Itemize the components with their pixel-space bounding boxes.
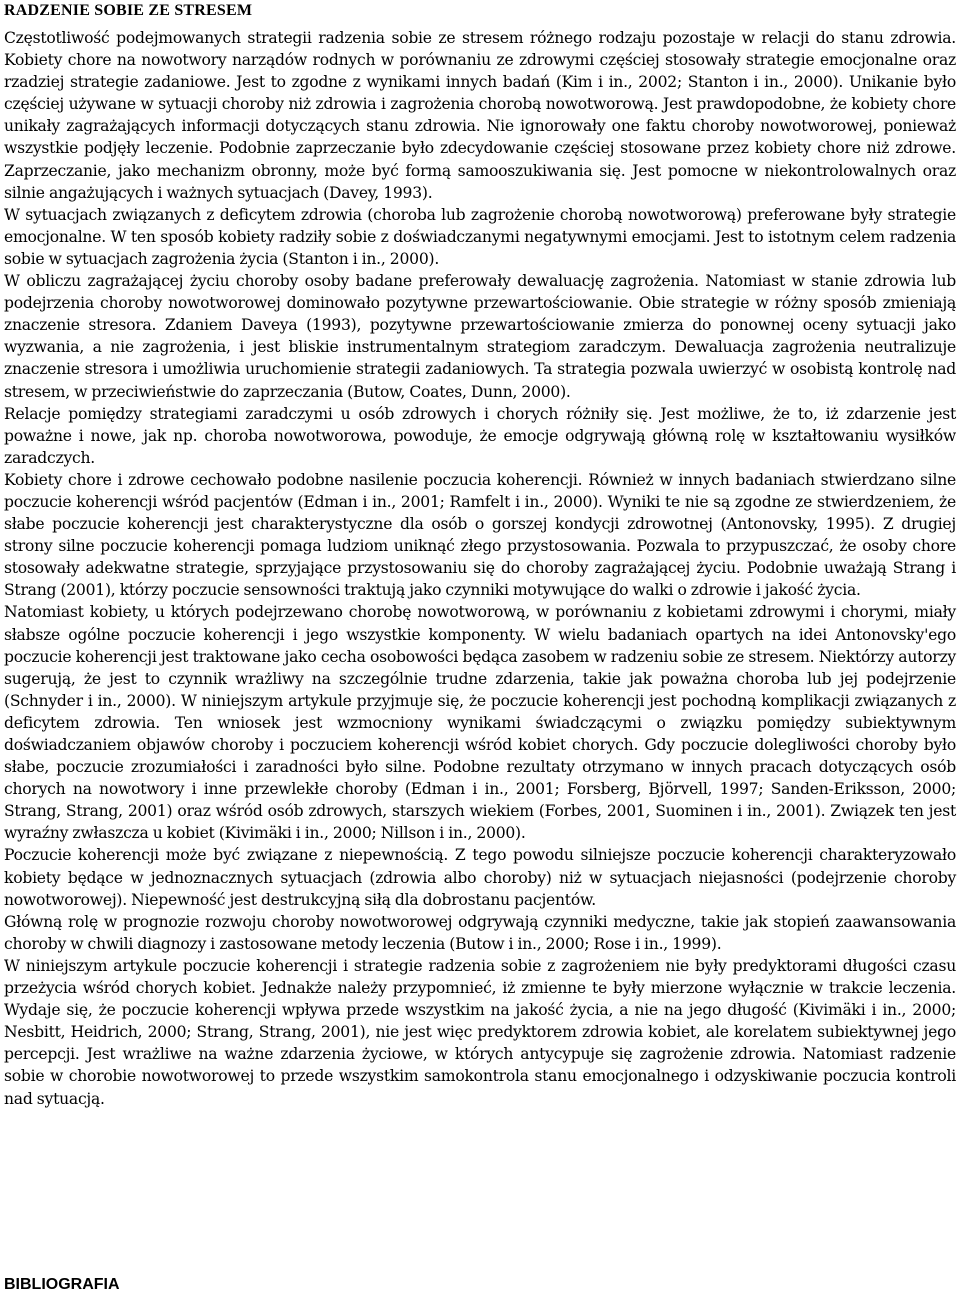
document-page bbox=[4, 0, 956, 1110]
section-title: RADZENIE SOBIE ZE STRESEM bbox=[4, 2, 253, 19]
paragraph: W obliczu zagrażającej życiu choroby osoby badane preferowały dewaluację zagrożenia. Natomiast w stanie zdrowia lub podejrzenia choroby nowotworowej dominowało pozytywne przewartościowanie. Obie strategie w różny sposób zmieniają znaczenie stresora. Zdaniem Daveya (1993), pozytywne przewartościowanie zmierza do ponownej oceny sytuacji jako wyzwania, a nie zagrożenia, i jest bliskie instrumentalnym strategiom zaradczym. Dewaluacja zagrożenia neutralizuje znaczenie stresora i umożliwia uruchomienie strategii zadaniowych. Ta strategia pozwala uwierzyć w osobistą kontrolę nad stresem, w przeciwieństwie do zaprzeczania (Butow, Coates, Dunn, 2000). bbox=[4, 272, 956, 401]
paragraph: Relacje pomiędzy strategiami zaradczymi u osób zdrowych i chorych różniły się. Jest możliwe, że to, iż zdarzenie jest poważne i nowe, jak np. choroba nowotworowa, powoduje, że emocje odgrywają główną rolę w kształtowaniu wysiłków zaradczych. bbox=[4, 404, 956, 467]
paragraph: W niniejszym artykule poczucie koherencji i strategie radzenia sobie z zagrożeniem nie były predyktorami długości czasu przeżycia wśród chorych kobiet. Jednakże należy przypomnieć, iż zmienne te były mierzone wyłącznie w trakcie leczenia. Wydaje się, że poczucie koherencji wpływa przede wszystkim na jakość życia, a nie na jego długość (Kivimäki i in., 2000; Nesbitt, Heidrich, 2000; Strang, Strang, 2001), nie jest więc predyktorem zdrowia kobiet, ale korelatem subiektywnej jego percepcji. Jest wrażliwe na ważne zdarzenia życiowe, w których antycypuje się zagrożenie zdrowia. Natomiast radzenie sobie w chorobie nowotworowej to przede wszystkim samokontrola stanu emocjonalnego i odzyskiwanie poczucia kontroli nad sytuacją. bbox=[4, 956, 956, 1108]
paragraph: Natomiast kobiety, u których podejrzewano chorobę nowotworową, w porównaniu z kobietami zdrowymi i chorymi, miały słabsze ogólne poczucie koherencji i jego wszystkie komponenty. W wielu badaniach opartych na idei Antonovsky'ego poczucie koherencji jest traktowane jako cecha osobowości będąca zasobem w radzeniu sobie ze stresem. Niektórzy autorzy sugerują, że jest to czynnik wrażliwy na szczególnie trudne zdarzenia, takie jak poważna choroba lub jej podejrzenie (Schnyder i in., 2000). W niniejszym artykule przyjmuje się, że poczucie koherencji jest pochodną komplikacji związanych z deficytem zdrowia. Ten wniosek jest wzmocniony wynikami świadczącymi o związku pomiędzy subiektywnym doświadczaniem objawów choroby i poczuciem koherencji wśród kobiet chorych. Gdy poczucie dolegliwości choroby było słabe, poczucie zrozumiałości i zaradności było silne. Podobne rezultaty otrzymano w innych pracach dotyczących osób chorych na nowotwory i inne przewlekłe choroby (Edman i in., 2001; Forsberg, Björvell, 1997; Sanden-Eriksson, 2000; Strang, Strang, 2001) oraz wśród osób zdrowych, starszych wiekiem (Forbes, 2001, Suominen i in., 2001). Związek ten jest wyraźny zwłaszcza u kobiet (Kivimäki i in., 2000; Nillson i in., 2000). bbox=[4, 603, 956, 843]
paragraph: Kobiety chore i zdrowe cechowało podobne nasilenie poczucia koherencji. Również w innych badaniach stwierdzano silne poczucie koherencji wśród pacjentów (Edman i in., 2001; Ramfelt i in., 2000). Wyniki te nie są zgodne ze stwierdzeniem, że słabe poczucie koherencji jest charakterystyczne dla osób o gorszej kondycji zdrowotnej (Antonovsky, 1995). Z drugiej strony silne poczucie koherencji pomaga ludziom uniknąć złego przystosowania. Pozwala to przypuszczać, że osoby chore stosowały adekwatne strategie, sprzyjające przystosowaniu się do choroby zagrażającej życiu. Podobnie uważają Strang i Strang (2001), którzy poczucie sensowności traktują jako czynniki motywujące do walki o zdrowie i jakość życia. bbox=[4, 470, 956, 600]
paragraph: Poczucie koherencji może być związane z niepewnością. Z tego powodu silniejsze poczucie koherencji charakteryzowało kobiety będące w jednoznacznych sytuacjach (zdrowia albo choroby) niż w sytuacjach niejasności (podejrzenie choroby nowotworowej). Niepewność jest destrukcyjną siłą dla dobrostanu pacjentów. bbox=[4, 846, 956, 909]
paragraph: Częstotliwość podejmowanych strategii radzenia sobie ze stresem różnego rodzaju pozostaje w relacji do stanu zdrowia. Kobiety chore na nowotwory narządów rodnych w porównaniu ze zdrowymi częściej stosowały strategie emocjonalne oraz rzadziej strategie zadaniowe. Jest to zgodne z wynikami innych badań (Kim i in., 2002; Stanton i in., 2000). Unikanie było częściej używane w sytuacji choroby niż zdrowia i zagrożenia chorobą nowotworową. Jest prawdopodobne, że kobiety chore unikały zagrażających informacji dotyczących stanu zdrowia. Nie ignorowały one faktu choroby nowotworowej, ponieważ wszystkie podjęły leczenie. Podobnie zaprzeczanie było zdecydowanie częściej stosowane przez kobiety chore niż zdrowe. Zaprzeczanie, jako mechanizm obronny, może być formą samooszukiwania się. Jest pomocne w niekontrolowalnych oraz silnie angażujących i ważnych sytuacjach (Davey, 1993). bbox=[4, 29, 956, 202]
bibliography-heading: BIBLIOGRAFIA bbox=[4, 1276, 120, 1293]
paragraph: W sytuacjach związanych z deficytem zdrowia (choroba lub zagrożenie chorobą nowotworową) preferowane były strategie emocjonalne. W ten sposób kobiety radziły sobie z doświadczanymi negatywnymi emocjami. Jest to istotnym celem radzenia sobie w sytuacjach zagrożenia życia (Stanton i in., 2000). bbox=[4, 205, 956, 268]
paragraph: Główną rolę w prognozie rozwoju choroby nowotworowej odgrywają czynniki medyczne, takie jak stopień zaawansowania choroby w chwili diagnozy i zastosowane metody leczenia (Butow i in., 2000; Rose i in., 1999). bbox=[4, 912, 956, 953]
